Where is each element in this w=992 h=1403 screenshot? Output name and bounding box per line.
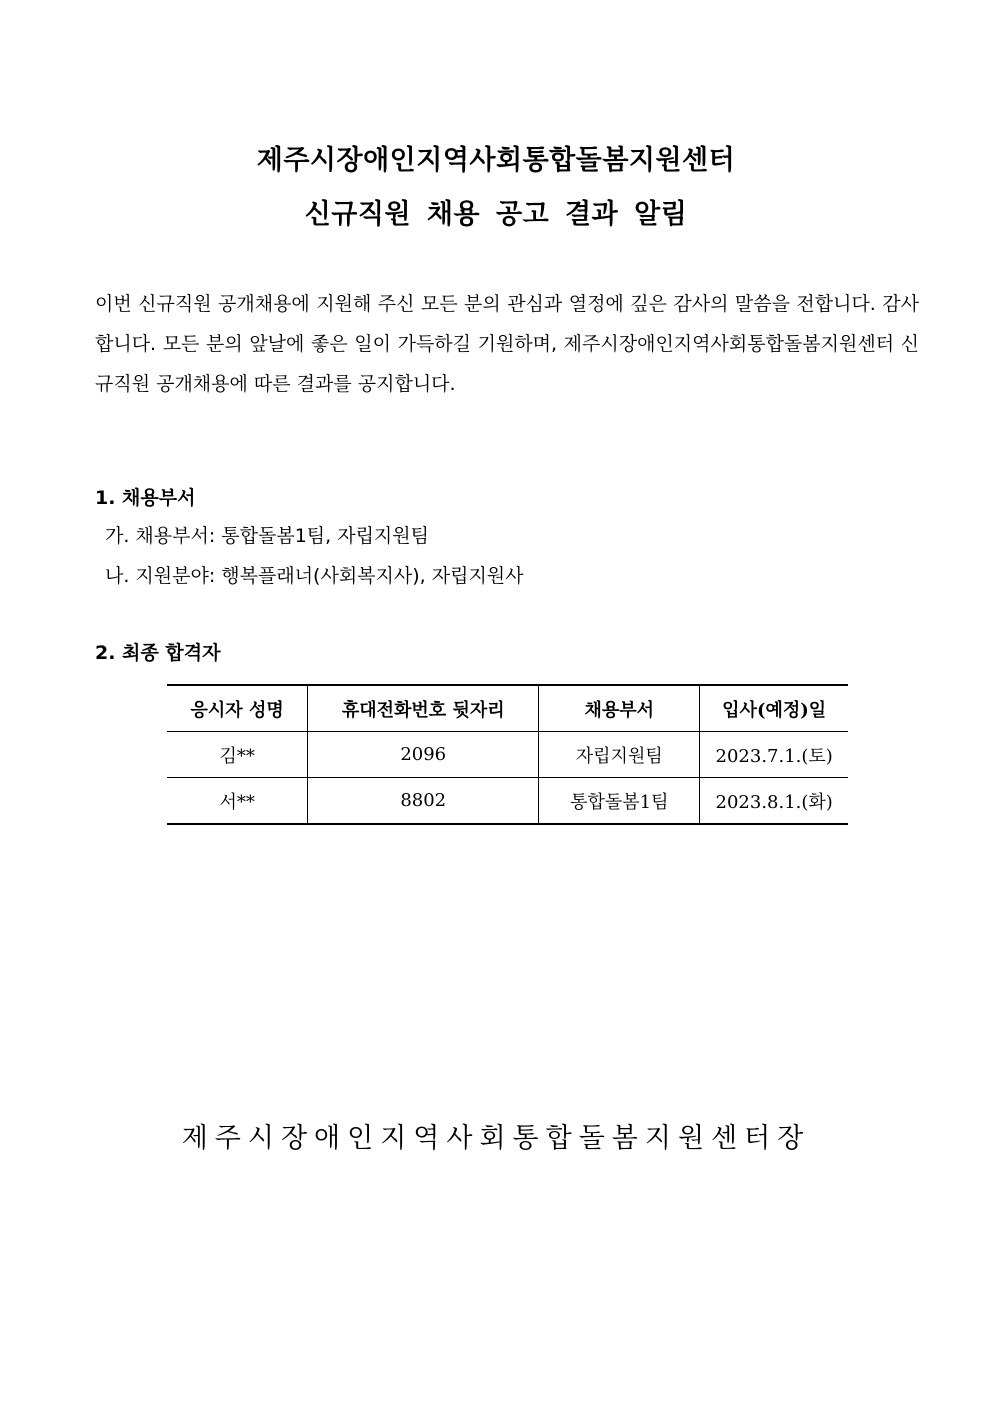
final-candidates-table (167, 684, 848, 825)
header-start-date: 입사(예정)일 (700, 685, 848, 732)
header-applicant-name: 응시자 성명 (167, 685, 308, 732)
signature-line: 제주시장애인지역사회통합돌봄지원센터장 (181, 1123, 811, 1154)
section-heading-final-candidates: 2. 최종 합격자 (95, 642, 221, 664)
cell-start-date: 2023.8.1.(화) (700, 778, 848, 825)
cell-applicant-name: 김** (167, 732, 308, 778)
table-row (167, 732, 848, 778)
header-department: 채용부서 (539, 685, 700, 732)
header-phone-last-digits: 휴대전화번호 뒷자리 (308, 685, 539, 732)
document-title: 제주시장애인지역사회통합돌봄지원센터 (256, 145, 736, 176)
section-heading-department: 1. 채용부서 (95, 487, 196, 509)
intro-paragraph: 이번 신규직원 공개채용에 지원해 주신 모든 분의 관심과 열정에 깊은 감사의 말씀을 전합니다. 감사합니다. 모든 분의 앞날에 좋은 일이 가득하길 기원하며, 제주시장애인지역사회통합돌봄지원센터 신규직원 공개채용에 따른 결과를 공지합니다. (95, 293, 919, 395)
hiring-field-item: 나. 지원분야: 행복플래너(사회복지사), 자립지원사 (105, 565, 524, 587)
cell-start-date: 2023.7.1.(토) (700, 732, 848, 778)
cell-phone-last-digits: 2096 (308, 732, 539, 778)
cell-phone-last-digits: 8802 (308, 778, 539, 825)
cell-department: 자립지원팀 (539, 732, 700, 778)
cell-department: 통합돌봄1팀 (539, 778, 700, 825)
hiring-department-item: 가. 채용부서: 통합돌봄1팀, 자립지원팀 (105, 525, 429, 547)
table-header-row (167, 685, 848, 732)
table-row (167, 778, 848, 825)
cell-applicant-name: 서** (167, 778, 308, 825)
document-subtitle: 신규직원 채용 공고 결과 알림 (304, 199, 688, 230)
